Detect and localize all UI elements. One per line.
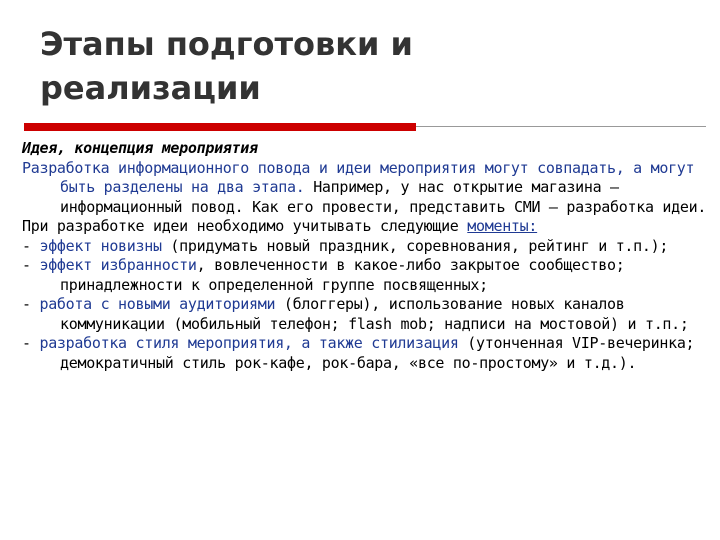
list-dash: -: [22, 256, 40, 274]
list-item-description: (блоггеры), использование новых каналов коммуникации (мобильный телефон; flash mob; надписи на мостовой) и т.п.;: [60, 295, 689, 333]
slide-body: [22, 139, 708, 373]
list-item-description: (утонченная VIP-вечеринка; демократичный стиль рок-кафе, рок-бара, «все по-простому» и т.д.).: [60, 334, 695, 372]
list-item-term: работа с новыми аудиториями: [39, 295, 276, 313]
list-item-term: эффект новизны: [39, 236, 162, 255]
paragraph-considerations: [22, 217, 708, 237]
list-item-new-audiences: [22, 295, 708, 334]
list-item-description: , вовлеченности в какое-либо закрытое сообщество; принадлежности к определенной группе посвященных;: [60, 256, 625, 294]
slide-title-line-1: Этапы подготовки и: [40, 25, 413, 63]
slide-title-line-2: реализации: [40, 69, 261, 107]
moments-link[interactable]: моменты:: [467, 217, 538, 235]
list-item-term: эффект избранности: [39, 256, 197, 274]
list-dash: -: [22, 295, 40, 313]
paragraph-highlight: Разработка информационного повода и идеи мероприятия могут совпадать, а могут быть разделены на два этапа.: [22, 158, 695, 196]
list-item-event-style: [22, 334, 708, 373]
title-accent-bar: [24, 123, 416, 131]
paragraph-intro: При разработке идеи необходимо учитывать следующие: [22, 217, 468, 235]
section-heading: Идея, концепция мероприятия: [22, 139, 258, 157]
list-item-exclusivity: [22, 256, 708, 295]
list-item-term: разработка стиля мероприятия, а также стилизация: [39, 334, 459, 352]
paragraph-info-occasion: [22, 159, 708, 218]
paragraph-example: Например, у нас открытие магазина — информационный повод. Как его провести, представить СМИ — разработка идеи.: [60, 178, 707, 216]
list-item-novelty: [22, 237, 708, 257]
list-dash: -: [22, 334, 40, 352]
list-dash: -: [22, 236, 40, 255]
slide-title: [40, 22, 680, 110]
list-item-description: (придумать новый праздник, соревнования, рейтинг и т.п.);: [161, 236, 669, 255]
